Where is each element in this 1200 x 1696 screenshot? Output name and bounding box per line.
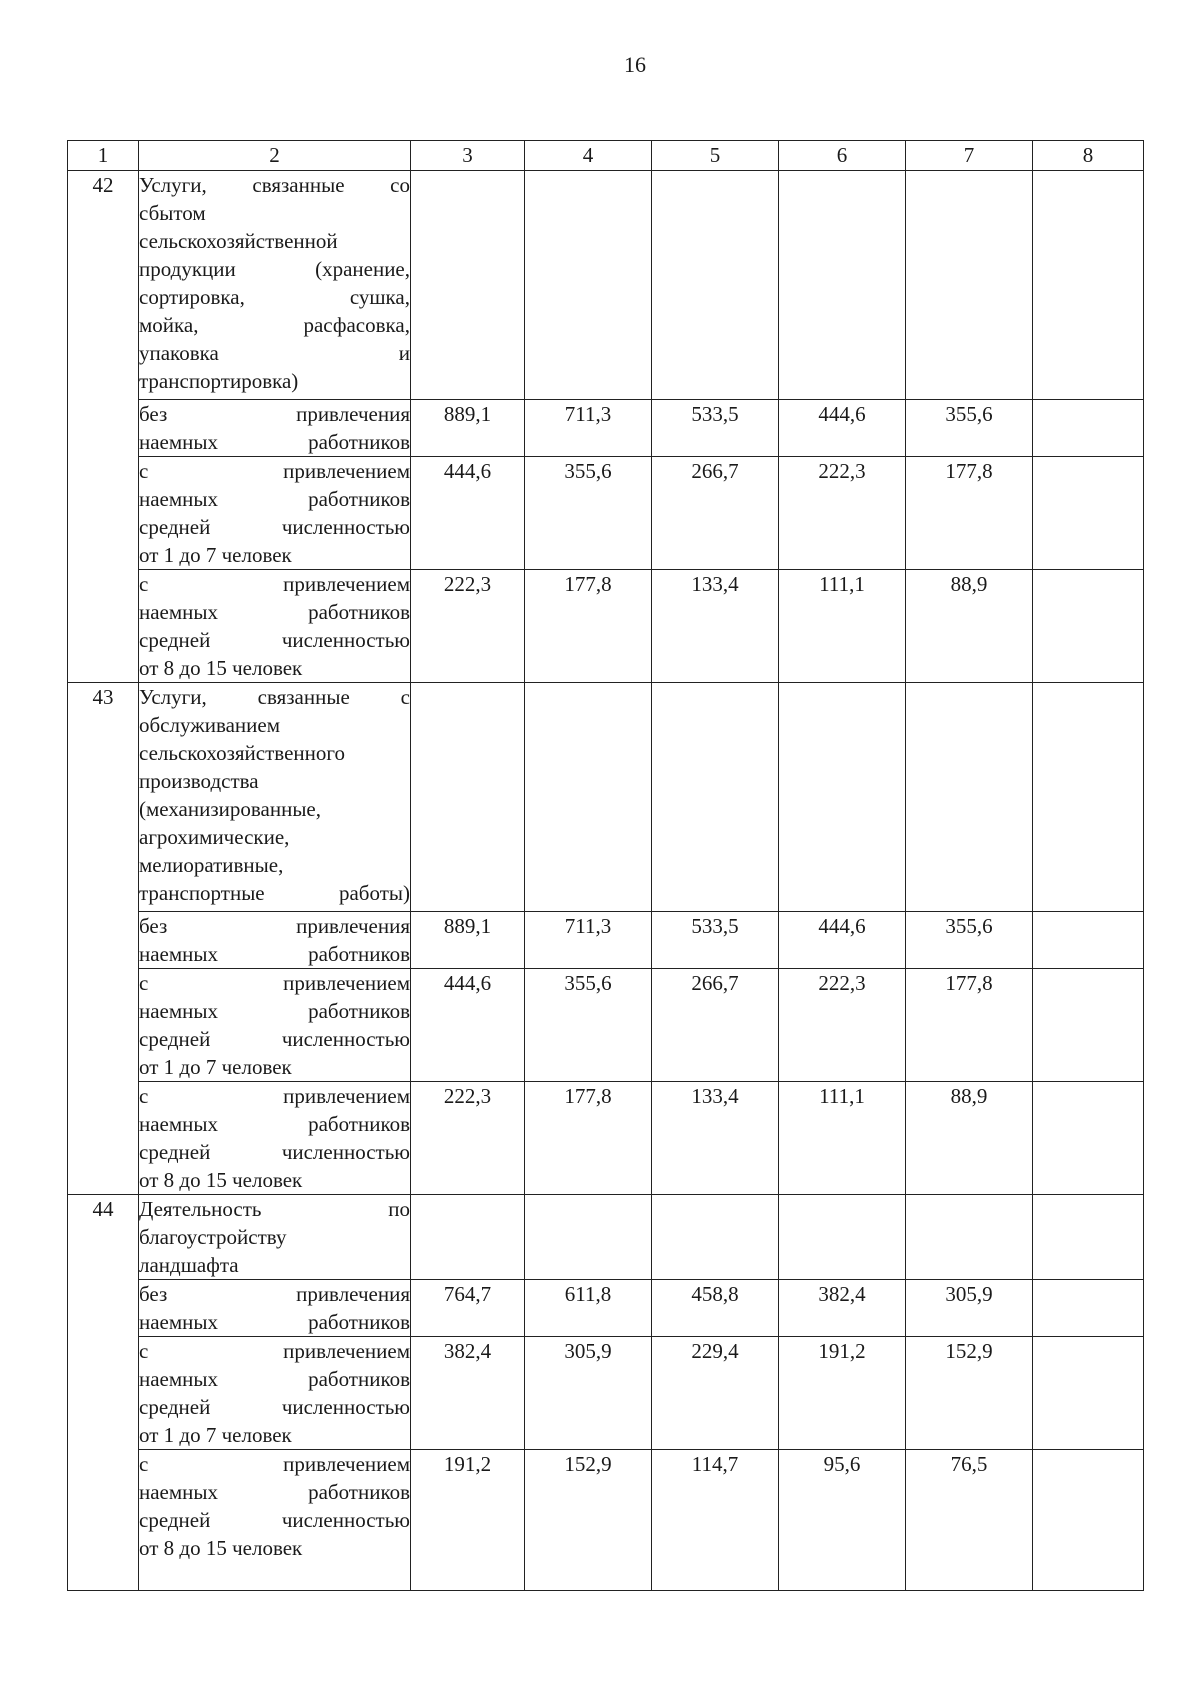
value-cell [1033,969,1144,1082]
row-label [139,1450,411,1591]
value-cell: 458,8 [652,1280,779,1337]
value-cell [1033,400,1144,457]
row-label-line: наемных работников [139,999,410,1023]
value-cell: 133,4 [652,570,779,683]
empty-cell [652,683,779,912]
empty-cell [652,171,779,400]
row-label-line: наемных работников [139,942,410,966]
row-label-line: от 1 до 7 человек [139,543,292,567]
value-cell: 111,1 [779,570,906,683]
service-title-line: производства [139,769,259,793]
header-row [68,141,1144,171]
item-number: 43 [68,683,139,1195]
service-title-line: упаковка и [139,341,410,365]
empty-cell [411,171,525,400]
row-label-line: без привлечения [139,402,410,426]
service-title-line: Деятельность по [139,1197,410,1221]
row-label [139,1082,411,1195]
value-cell: 444,6 [411,969,525,1082]
value-cell: 229,4 [652,1337,779,1450]
row-label-line: наемных работников [139,600,410,624]
value-cell: 177,8 [525,1082,652,1195]
service-title-line: сортировка, сушка, [139,285,410,309]
header-cell: 4 [525,141,652,171]
value-cell: 152,9 [906,1337,1033,1450]
value-cell [1033,1082,1144,1195]
value-cell [1033,1337,1144,1450]
header-cell: 8 [1033,141,1144,171]
value-cell: 611,8 [525,1280,652,1337]
table-body [68,171,1144,1591]
value-cell: 222,3 [411,1082,525,1195]
value-cell: 305,9 [525,1337,652,1450]
empty-cell [779,171,906,400]
service-title-line: транспортные работы) [139,881,410,905]
service-title-line: сельскохозяйственного [139,741,345,765]
header-cell: 7 [906,141,1033,171]
table-row [68,1195,1144,1280]
row-label-line: без привлечения [139,1282,410,1306]
empty-cell [525,1195,652,1280]
value-cell: 76,5 [906,1450,1033,1591]
table-row [68,400,1144,457]
service-title-line: сбытом [139,201,206,225]
value-cell: 88,9 [906,570,1033,683]
value-cell: 355,6 [525,457,652,570]
value-cell: 152,9 [525,1450,652,1591]
row-label-line: от 8 до 15 человек [139,656,303,680]
empty-cell [411,1195,525,1280]
row-label-line: с привлечением [139,1084,410,1108]
row-label [139,1280,411,1337]
service-title-line: транспортировка) [139,369,299,393]
row-label-line: средней численностью [139,1027,410,1051]
row-label-line: наемных работников [139,487,410,511]
header-cell: 3 [411,141,525,171]
empty-cell [525,683,652,912]
empty-cell [525,171,652,400]
table-row [68,570,1144,683]
row-label [139,1337,411,1450]
row-label-line: наемных работников [139,1367,410,1391]
row-label-line: средней численностью [139,1140,410,1164]
service-title-line: ландшафта [139,1253,239,1277]
value-cell: 222,3 [779,457,906,570]
row-label-line: с привлечением [139,1452,410,1476]
item-number: 44 [68,1195,139,1591]
table-row [68,1082,1144,1195]
empty-cell [779,1195,906,1280]
empty-cell [1033,1195,1144,1280]
value-cell [1033,1280,1144,1337]
row-label-line: средней численностью [139,1508,410,1532]
table-row [68,683,1144,912]
table-row [68,1280,1144,1337]
row-label [139,570,411,683]
row-label-line: наемных работников [139,1112,410,1136]
value-cell: 114,7 [652,1450,779,1591]
value-cell: 133,4 [652,1082,779,1195]
row-label [139,969,411,1082]
value-cell: 444,6 [779,912,906,969]
value-cell: 382,4 [411,1337,525,1450]
row-label-line: средней численностью [139,1395,410,1419]
empty-cell [779,683,906,912]
table-row [68,969,1144,1082]
empty-cell [906,171,1033,400]
table-header [68,141,1144,171]
value-cell [1033,1450,1144,1591]
row-label-line: от 1 до 7 человек [139,1423,292,1447]
service-title-line: Услуги, связанные со [139,173,410,197]
value-cell: 111,1 [779,1082,906,1195]
row-label [139,400,411,457]
empty-cell [906,1195,1033,1280]
service-title [139,171,411,400]
row-label-line: без привлечения [139,914,410,938]
value-cell: 533,5 [652,400,779,457]
value-cell: 533,5 [652,912,779,969]
row-label-line: от 1 до 7 человек [139,1055,292,1079]
row-label-line: наемных работников [139,430,410,454]
service-title-line: сельскохозяйственной [139,229,338,253]
service-title-line: агрохимические, [139,825,290,849]
header-cell: 2 [139,141,411,171]
row-label-line: наемных работников [139,1480,410,1504]
service-title-line: мойка, расфасовка, [139,313,410,337]
value-cell [1033,912,1144,969]
service-title [139,1195,411,1280]
value-cell [1033,457,1144,570]
table-row [68,1450,1144,1591]
page-number: 16 [624,52,646,77]
value-cell: 711,3 [525,912,652,969]
tariff-table [67,140,1144,1591]
empty-cell [906,683,1033,912]
table-row [68,1337,1144,1450]
header-cell: 5 [652,141,779,171]
value-cell: 266,7 [652,457,779,570]
value-cell: 889,1 [411,400,525,457]
table-row [68,912,1144,969]
value-cell: 191,2 [411,1450,525,1591]
empty-cell [1033,171,1144,400]
table-row [68,457,1144,570]
row-label-line: с привлечением [139,572,410,596]
row-label-line: с привлечением [139,1339,410,1363]
row-label [139,912,411,969]
value-cell: 305,9 [906,1280,1033,1337]
value-cell: 889,1 [411,912,525,969]
header-cell: 6 [779,141,906,171]
row-label-line: с привлечением [139,971,410,995]
service-title-line: мелиоративные, [139,853,284,877]
value-cell: 177,8 [906,969,1033,1082]
value-cell: 444,6 [411,457,525,570]
row-label-line: от 8 до 15 человек [139,1168,303,1192]
table-row [68,171,1144,400]
value-cell: 95,6 [779,1450,906,1591]
value-cell: 191,2 [779,1337,906,1450]
empty-cell [652,1195,779,1280]
value-cell [1033,570,1144,683]
empty-cell [1033,683,1144,912]
value-cell: 382,4 [779,1280,906,1337]
empty-cell [411,683,525,912]
value-cell: 355,6 [906,400,1033,457]
value-cell: 355,6 [525,969,652,1082]
value-cell: 711,3 [525,400,652,457]
row-label-line: наемных работников [139,1310,410,1334]
value-cell: 355,6 [906,912,1033,969]
item-number: 42 [68,171,139,683]
value-cell: 177,8 [525,570,652,683]
value-cell: 266,7 [652,969,779,1082]
service-title-line: (механизированные, [139,797,321,821]
row-label-line: средней численностью [139,628,410,652]
value-cell: 444,6 [779,400,906,457]
row-label-line: от 8 до 15 человек [139,1536,303,1560]
service-title-line: Услуги, связанные с [139,685,410,709]
value-cell: 222,3 [779,969,906,1082]
service-title-line: обслуживанием [139,713,281,737]
service-title-line: благоустройству [139,1225,287,1249]
service-title [139,683,411,912]
value-cell: 177,8 [906,457,1033,570]
row-label-line: средней численностью [139,515,410,539]
header-cell: 1 [68,141,139,171]
row-label-line: с привлечением [139,459,410,483]
value-cell: 88,9 [906,1082,1033,1195]
row-label [139,457,411,570]
service-title-line: продукции (хранение, [139,257,410,281]
value-cell: 764,7 [411,1280,525,1337]
value-cell: 222,3 [411,570,525,683]
